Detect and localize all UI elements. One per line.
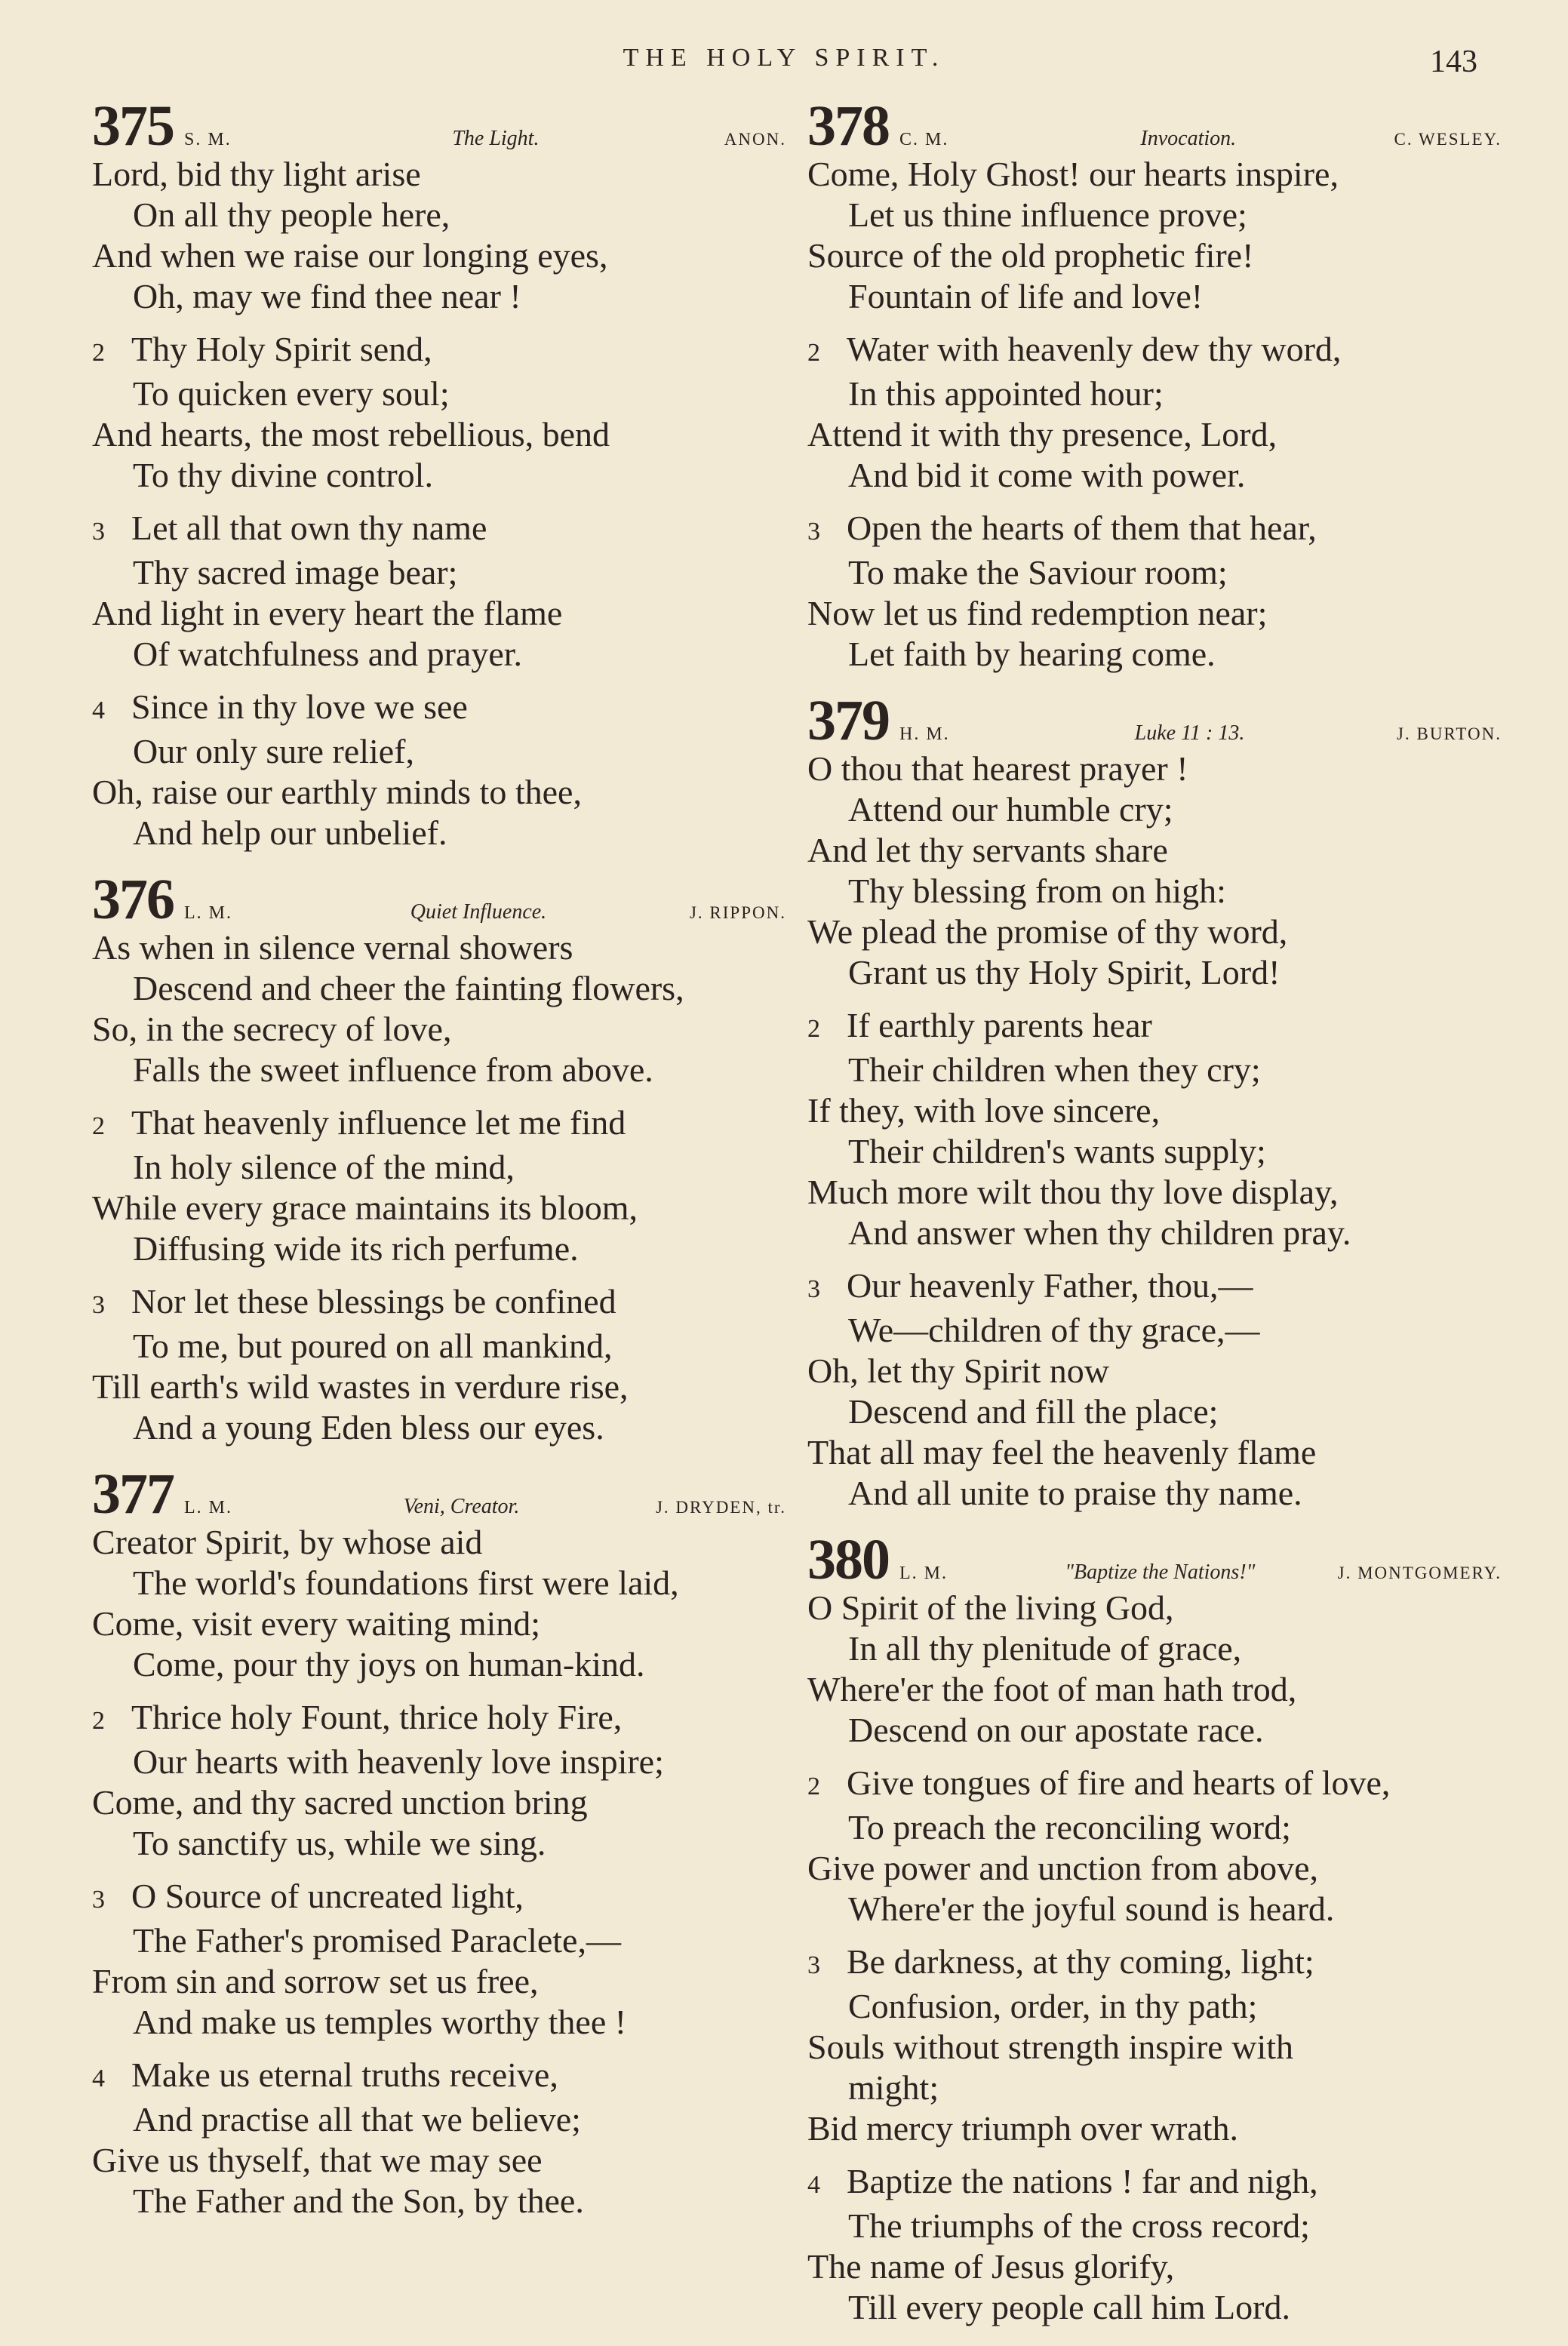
line-text: So, in the secrecy of love, [92,1010,452,1048]
verse-line [92,772,786,813]
hymn-title: "Baptize the Nations!" [1065,1560,1256,1584]
verse-line [807,1213,1502,1253]
hymn [807,94,1502,675]
hymn-header [92,868,786,931]
line-text: We plead the promise of thy word, [807,912,1288,951]
hymn-title: Veni, Creator. [403,1495,520,1518]
verse-line [92,1326,786,1367]
stanza-number: 3 [807,1275,820,1303]
verse-line [807,1942,1502,1986]
hymn-header [807,1528,1502,1591]
verse-line [92,1102,786,1147]
hymn [92,868,786,1448]
verse-line [92,1563,786,1603]
line-text: To make the Saviour room; [848,553,1228,592]
stanza [807,2161,1502,2328]
line-text: Their children when they cry; [848,1050,1261,1089]
line-text: Grant us thy Holy Spirit, Lord! [848,953,1281,992]
verse-line [92,374,786,414]
line-text: Attend it with thy presence, Lord, [807,415,1277,454]
line-text: Our heavenly Father, thou,— [847,1266,1253,1305]
hymn-meter: C. M. [899,130,949,149]
verse-line [807,2027,1502,2068]
stanza [807,1588,1502,1751]
line-text: The name of Jesus glorify, [807,2247,1175,2286]
verse-line [92,927,786,968]
line-text: might; [848,2068,939,2107]
verse-line [92,2055,786,2099]
verse-line [92,329,786,374]
line-text: And hearts, the most rebellious, bend [92,415,610,454]
verse-line [807,1050,1502,1090]
verse-line [92,687,786,731]
hymn-title: Luke 11 : 13. [1134,721,1245,745]
stanza-number: 2 [92,1707,105,1735]
verse-line [807,552,1502,593]
line-text: Baptize the nations ! far and nigh, [847,2162,1318,2200]
verse-line [92,1961,786,2002]
hymn-header [807,94,1502,158]
verse-line [92,1050,786,1090]
stanza [92,508,786,675]
hymn-title: Invocation. [1140,127,1237,150]
line-text: Come, and thy sacred unction bring [92,1783,588,1822]
stanza [807,154,1502,317]
verse-line [807,1090,1502,1131]
line-text: Make us eternal truths receive, [131,2055,558,2094]
verse-line [807,1351,1502,1391]
line-text: Thy sacred image bear; [133,553,458,592]
line-text: Now let us find redemption near; [807,594,1268,632]
line-text: If earthly parents hear [847,1006,1152,1044]
stanza-number: 4 [807,2171,820,2199]
verse-line [92,276,786,317]
line-text: Creator Spirit, by whose aid [92,1523,483,1561]
hymn-number: 380 [807,1528,889,1591]
verse-line [92,154,786,195]
verse-line [807,195,1502,235]
line-text: Our only sure relief, [133,732,414,770]
verse-line [807,2161,1502,2206]
verse-line [807,912,1502,952]
verse-line [92,455,786,496]
stanza [92,1281,786,1448]
verse-line [807,154,1502,195]
hymn-author: C. WESLEY. [1394,130,1502,149]
verse-line [92,1742,786,1782]
line-text: Nor let these blessings be confined [131,1282,616,1321]
verse-line [807,508,1502,552]
stanza-number: 3 [92,518,105,546]
stanza [92,2055,786,2221]
page-number: 143 [1430,45,1477,79]
verse-line [807,276,1502,317]
line-text: Attend our humble cry; [848,790,1173,829]
verse-line [807,1473,1502,1514]
verse-line [807,1172,1502,1213]
stanza-number: 4 [92,2065,105,2092]
line-text: And all unite to praise thy name. [848,1474,1302,1512]
line-text: O Spirit of the living God, [807,1588,1174,1627]
line-text: Diffusing wide its rich perfume. [133,1229,579,1268]
verse-line [92,414,786,455]
verse-line [807,1763,1502,1807]
verse-line [92,1697,786,1742]
hymn-meter: L. M. [899,1563,948,1583]
hymn-header [92,94,786,158]
verse-line [807,1848,1502,1889]
line-text: Open the hearts of them that hear, [847,509,1317,547]
verse-line [807,1669,1502,1710]
line-text: And let thy servants share [807,831,1168,869]
verse-line [807,830,1502,871]
line-text: Descend and fill the place; [848,1392,1219,1431]
line-text: And make us temples worthy thee ! [133,2003,627,2041]
line-text: Falls the sweet influence from above. [133,1050,653,1089]
line-text: And practise all that we believe; [133,2100,581,2138]
verse-line [807,1005,1502,1050]
verse-line [807,952,1502,993]
verse-line [807,1807,1502,1848]
line-text: Come, pour thy joys on human-kind. [133,1645,645,1683]
line-text: And bid it come with power. [848,456,1246,494]
line-text: Confusion, order, in thy path; [848,1987,1258,2025]
line-text: While every grace maintains its bloom, [92,1188,638,1227]
verse-line [92,2002,786,2043]
line-text: Much more wilt thou thy love display, [807,1173,1339,1211]
verse-line [92,552,786,593]
line-text: Till earth's wild wastes in verdure rise, [92,1367,629,1406]
verse-line [92,593,786,634]
stanza [807,508,1502,675]
stanza-number: 2 [807,339,820,367]
hymn-number: 378 [807,94,889,158]
line-text: The Father's promised Paraclete,— [133,1921,621,1960]
verse-line [807,1628,1502,1669]
verse-line [92,1188,786,1228]
line-text: Thy Holy Spirit send, [131,330,432,368]
hymn-meter: L. M. [184,903,232,923]
stanza-number: 3 [92,1886,105,1914]
line-text: In all thy plenitude of grace, [848,1629,1242,1668]
verse-line [807,2206,1502,2246]
line-text: The Father and the Son, by thee. [133,2182,584,2220]
line-text: And when we raise our longing eyes, [92,236,608,275]
verse-line [92,1876,786,1920]
line-text: The triumphs of the cross record; [848,2206,1310,2245]
verse-line [807,593,1502,634]
line-text: And answer when thy children pray. [848,1213,1351,1252]
line-text: Descend and cheer the fainting flowers, [133,969,684,1007]
verse-line [807,2246,1502,2287]
line-text: O Source of uncreated light, [131,1877,524,1915]
hymn-author: J. DRYDEN, tr. [655,1498,786,1517]
verse-line [807,1588,1502,1628]
verse-line [807,1310,1502,1351]
stanza-number: 2 [807,1015,820,1043]
stanza [92,1522,786,1685]
line-text: On all thy people here, [133,195,450,234]
verse-line [807,374,1502,414]
stanza-number: 2 [92,1112,105,1140]
verse-line [807,414,1502,455]
verse-line [92,813,786,853]
stanza [92,1697,786,1864]
line-text: To quicken every soul; [133,374,450,413]
verse-line [92,634,786,675]
stanza [92,1102,786,1269]
verse-line [92,2099,786,2140]
verse-line [92,1644,786,1685]
verse-line [92,1522,786,1563]
hymn-author: J. BURTON. [1397,724,1502,743]
stanza [92,1876,786,2043]
verse-line [92,1823,786,1864]
stanza-number: 2 [807,1773,820,1800]
line-text: Our hearts with heavenly love inspire; [133,1742,664,1781]
line-text: As when in silence vernal showers [92,928,573,967]
verse-line [807,1391,1502,1432]
hymn-author: J. RIPPON. [689,903,786,922]
stanza [807,1265,1502,1514]
verse-line [92,235,786,276]
verse-line [807,2287,1502,2328]
verse-line [807,235,1502,276]
verse-line [92,1009,786,1050]
line-text: Where'er the joyful sound is heard. [848,1889,1335,1928]
verse-line [92,2140,786,2181]
line-text: Be darkness, at thy coming, light; [847,1942,1314,1981]
running-title: THE HOLY SPIRIT. [623,44,945,72]
stanza-number: 3 [807,518,820,546]
line-text: Come, visit every waiting mind; [92,1604,541,1643]
left-column [92,94,786,2240]
line-text: Since in thy love we see [131,687,468,726]
verse-line [807,1710,1502,1751]
verse-line [92,1603,786,1644]
stanza [807,1942,1502,2149]
hymn [92,1462,786,2221]
hymn [92,94,786,853]
hymn-header [92,1462,786,1526]
line-text: Souls without strength inspire with [807,2028,1293,2066]
verse-line [92,508,786,552]
line-text: In this appointed hour; [848,374,1164,413]
stanza-number: 3 [807,1951,820,1979]
line-text: Oh, raise our earthly minds to thee, [92,773,582,811]
line-text: Descend on our apostate race. [848,1711,1264,1749]
hymn-number: 376 [92,868,174,931]
stanza-number: 2 [92,339,105,367]
verse-line [92,968,786,1009]
line-text: In holy silence of the mind, [133,1148,515,1186]
stanza [807,1763,1502,1929]
verse-line [92,2181,786,2221]
line-text: If they, with love sincere, [807,1091,1161,1130]
verse-line [807,329,1502,374]
verse-line [807,871,1502,912]
line-text: Where'er the foot of man hath trod, [807,1670,1297,1708]
verse-line [807,634,1502,675]
verse-line [92,1281,786,1326]
stanza [92,927,786,1090]
line-text: Give us thyself, that we may see [92,2141,543,2179]
stanza [92,329,786,496]
verse-line [807,1265,1502,1310]
line-text: Lord, bid thy light arise [92,155,421,193]
line-text: Their children's wants supply; [848,1132,1266,1170]
line-text: To sanctify us, while we sing. [133,1824,546,1862]
hymn-title: The Light. [452,127,540,150]
line-text: Fountain of life and love! [848,277,1204,315]
hymn-meter: S. M. [184,130,232,149]
line-text: Of watchfulness and prayer. [133,635,523,673]
verse-line [92,1147,786,1188]
line-text: And help our unbelief. [133,813,447,852]
line-text: Give tongues of fire and hearts of love, [847,1763,1391,1802]
hymn-meter: L. M. [184,1498,232,1517]
line-text: Give power and unction from above, [807,1849,1319,1887]
line-text: To preach the reconciling word; [848,1808,1291,1846]
hymn-title: Quiet Influence. [410,900,547,924]
stanza [92,687,786,853]
hymn-number: 375 [92,94,174,158]
stanza [92,154,786,317]
verse-line [92,1228,786,1269]
line-text: O thou that hearest prayer ! [807,749,1188,788]
line-text: Let all that own thy name [131,509,487,547]
stanza [807,329,1502,496]
line-text: Source of the old prophetic fire! [807,236,1254,275]
verse-line [807,2068,1502,2108]
line-text: Let us thine influence prove; [848,195,1247,234]
verse-line [807,1131,1502,1172]
verse-line [807,1986,1502,2027]
line-text: From sin and sorrow set us free, [92,1962,539,2000]
line-text: The world's foundations first were laid, [133,1563,679,1602]
line-text: Oh, let thy Spirit now [807,1351,1109,1390]
verse-line [807,455,1502,496]
line-text: And a young Eden bless our eyes. [133,1408,604,1447]
verse-line [807,1889,1502,1929]
line-text: Thrice holy Fount, thrice holy Fire, [131,1698,623,1736]
verse-line [92,1367,786,1407]
stanza-number: 3 [92,1291,105,1319]
line-text: Let faith by hearing come. [848,635,1216,673]
stanza [807,749,1502,993]
hymn-author: ANON. [724,130,786,149]
line-text: Come, Holy Ghost! our hearts inspire, [807,155,1339,193]
hymn [807,689,1502,1514]
verse-line [807,1432,1502,1473]
line-text: Oh, may we find thee near ! [133,277,521,315]
verse-line [92,731,786,772]
line-text: That heavenly influence let me find [131,1103,626,1142]
hymn-header [807,689,1502,752]
verse-line [92,195,786,235]
line-text: Till every people call him Lord. [848,2288,1290,2326]
line-text: We—children of thy grace,— [848,1311,1260,1349]
line-text: To thy divine control. [133,456,433,494]
verse-line [92,1782,786,1823]
right-column [807,94,1502,2346]
line-text: Thy blessing from on high: [848,872,1226,910]
verse-line [92,1407,786,1448]
stanza-number: 4 [92,696,105,724]
hymn-number: 379 [807,689,889,752]
line-text: That all may feel the heavenly flame [807,1433,1317,1471]
verse-line [807,789,1502,830]
stanza [807,1005,1502,1253]
hymn-author: J. MONTGOMERY. [1337,1563,1502,1582]
line-text: And light in every heart the flame [92,594,563,632]
verse-line [92,1920,786,1961]
line-text: Water with heavenly dew thy word, [847,330,1342,368]
verse-line [807,2108,1502,2149]
hymn-number: 377 [92,1462,174,1526]
line-text: To me, but poured on all mankind, [133,1327,613,1365]
line-text: Bid mercy triumph over wrath. [807,2109,1239,2148]
verse-line [807,749,1502,789]
hymn-meter: H. M. [899,724,950,744]
hymn [807,1528,1502,2328]
